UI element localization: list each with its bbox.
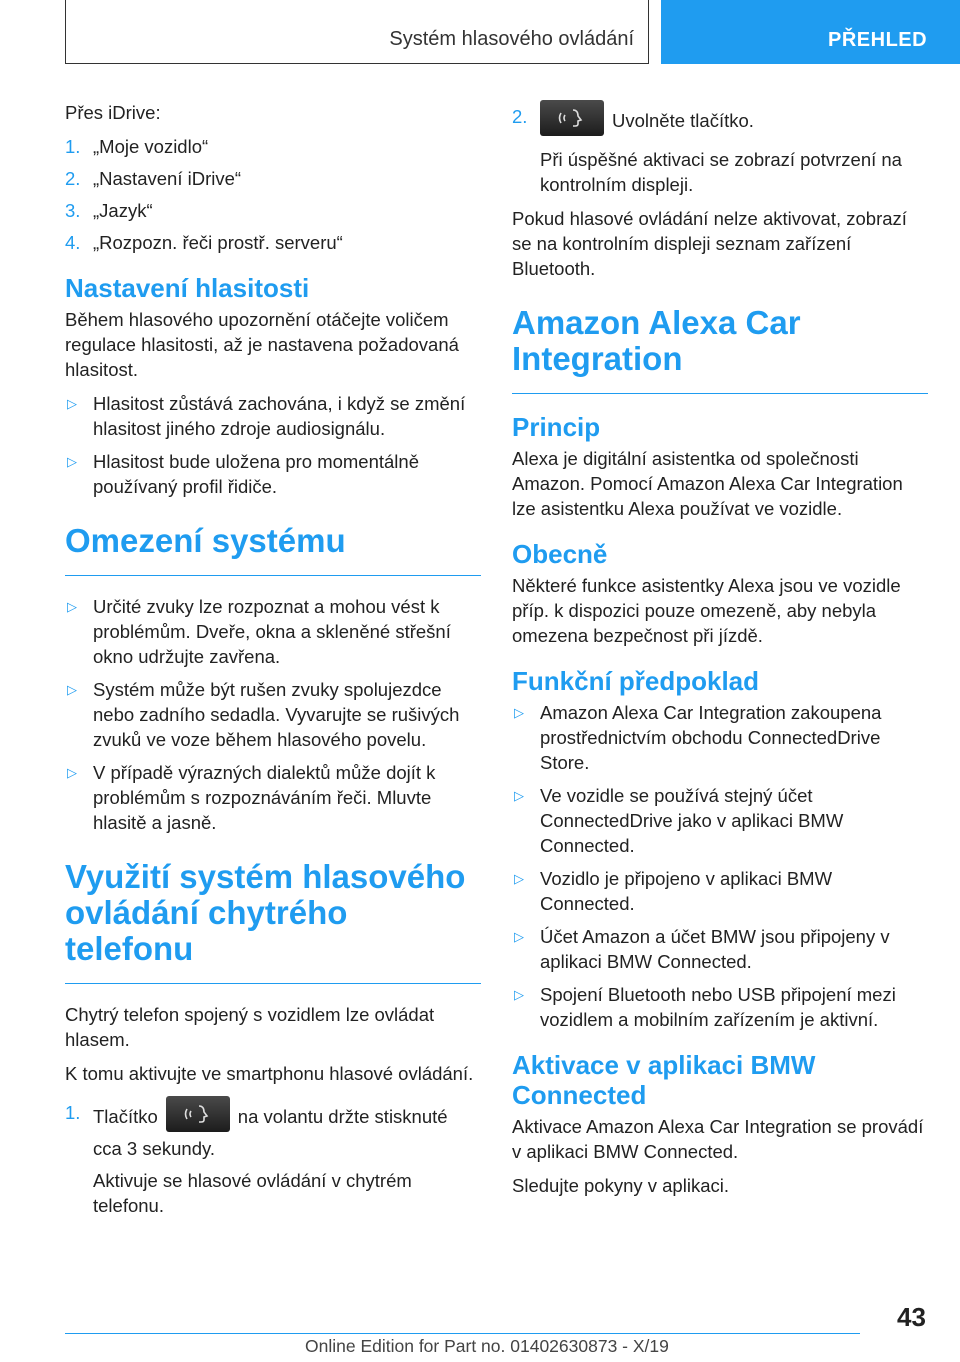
footer-edition: Online Edition for Part no. 01402630873 - X/19	[305, 1336, 669, 1356]
list-item: 2. „Nastavení iDrive“	[65, 168, 242, 189]
triangle-bullet-icon: ▷	[67, 765, 77, 780]
header-box	[65, 0, 649, 64]
triangle-bullet-icon: ▷	[514, 705, 524, 720]
list-item: ▷ Vozidlo je připojeno v aplikaci BMW Connected.	[514, 868, 833, 914]
step-note: Při úspěšné aktivaci se zobrazí potvrzení na kontrolním displeji.	[540, 149, 902, 195]
list-item: ▷ Určité zvuky lze rozpoznat a mohou vést k problémům. Dveře, okna a skleněné střešní okno udržujte zavřena.	[67, 596, 451, 667]
bullet-list	[65, 594, 481, 835]
idrive-steps	[65, 134, 481, 255]
header-tab-label: PŘEHLED	[828, 29, 928, 51]
triangle-bullet-icon: ▷	[67, 682, 77, 697]
voice-button-image	[540, 100, 604, 136]
list-item: ▷ Amazon Alexa Car Integration zakoupena prostřednictvím obchodu ConnectedDrive Store.	[514, 702, 882, 773]
triangle-bullet-icon: ▷	[67, 396, 77, 411]
paragraph: Sledujte pokyny v aplikaci.	[512, 1175, 729, 1196]
right-column	[512, 100, 928, 1207]
triangle-bullet-icon: ▷	[67, 599, 77, 614]
voice-command-icon	[184, 1103, 212, 1125]
list-item: 1. „Moje vozidlo“	[65, 136, 209, 157]
section-title: Funkční předpoklad	[512, 666, 760, 696]
list-item: ▷ Spojení Bluetooth nebo USB připojení mezi vozidlem a mobilním zařízením je aktivní.	[514, 984, 896, 1030]
left-column	[65, 100, 481, 1227]
triangle-bullet-icon: ▷	[67, 454, 77, 469]
list-item: 2. Uvolněte tlačítko.	[512, 104, 928, 140]
list-item: 3. „Jazyk“	[65, 200, 153, 221]
triangle-bullet-icon: ▷	[514, 871, 524, 886]
intro-text: Přes iDrive:	[65, 102, 161, 123]
chapter-title: Využití systém hlasového ovládání chytrého telefonu	[65, 859, 481, 984]
bullet-list	[512, 700, 928, 1032]
list-item: 1. Tlačítko na volantu držte stisknuté cca 3 sekundy.	[65, 1100, 481, 1161]
voice-button-image	[166, 1096, 230, 1132]
list-item: ▷ Hlasitost bude uložena pro momentálně používaný profil řidiče.	[67, 451, 419, 497]
chapter-title: Amazon Alexa Car Integration	[512, 305, 928, 394]
paragraph: K tomu aktivujte ve smartphonu hlasové ovládání.	[65, 1063, 474, 1084]
paragraph: Alexa je digitální asistentka od společnosti Amazon. Pomocí Amazon Alexa Car Integration lze asistentku Alexa používat ve vozidle.	[512, 448, 903, 519]
section-title: Nastavení hlasitosti	[65, 273, 310, 303]
section-title: Obecně	[512, 539, 608, 569]
section-title: Princip	[512, 412, 601, 442]
phone-steps	[65, 1100, 481, 1161]
list-item: ▷ Ve vozidle se používá stejný účet ConnectedDrive jako v aplikaci BMW Connected.	[514, 785, 844, 856]
header-title: Systém hlasového ovládání	[389, 28, 634, 50]
header-tab[interactable]	[661, 0, 960, 64]
paragraph: Pokud hlasové ovládání nelze aktivovat, zobrazí se na kontrolním displeji seznam zařízení Bluetooth.	[512, 208, 907, 279]
voice-command-icon	[558, 107, 586, 129]
paragraph: Některé funkce asistentky Alexa jsou ve vozidle příp. k dispozici pouze omezeně, aby nebyla omezena bezpečnost při jízdě.	[512, 575, 901, 646]
triangle-bullet-icon: ▷	[514, 929, 524, 944]
list-item: ▷ Systém může být rušen zvuky spolujezdce nebo zadního sedadla. Vyvarujte se rušivých zvuků ve voze během hlasového povelu.	[67, 679, 460, 750]
page-number: 43	[897, 1302, 926, 1332]
paragraph: Aktivace Amazon Alexa Car Integration se provádí v aplikaci BMW Connected.	[512, 1116, 924, 1162]
paragraph: Chytrý telefon spojený s vozidlem lze ovládat hlasem.	[65, 1004, 435, 1050]
footer-divider	[65, 1333, 860, 1334]
list-item: 4. „Rozpozn. řeči prostř. serveru“	[65, 232, 343, 253]
list-item: ▷ Hlasitost zůstává zachována, i když se změní hlasitost jiného zdroje audiosignálu.	[67, 393, 466, 439]
bullet-list	[65, 391, 481, 499]
triangle-bullet-icon: ▷	[514, 987, 524, 1002]
step-note: Aktivuje se hlasové ovládání v chytrém telefonu.	[93, 1170, 412, 1216]
list-item: ▷ Účet Amazon a účet BMW jsou připojeny v aplikaci BMW Connected.	[514, 926, 890, 972]
paragraph: Během hlasového upozornění otáčejte voličem regulace hlasitosti, až je nastavena požadovaná hlasitost.	[65, 309, 459, 380]
phone-steps-continued	[512, 104, 928, 140]
list-item: ▷ V případě výrazných dialektů může dojít k problémům s rozpoznáváním řeči. Mluvte hlasitě a jasně.	[67, 762, 436, 833]
section-title: Aktivace v aplikaci BMW Connected	[512, 1050, 816, 1110]
triangle-bullet-icon: ▷	[514, 788, 524, 803]
chapter-title: Omezení systému	[65, 523, 481, 576]
